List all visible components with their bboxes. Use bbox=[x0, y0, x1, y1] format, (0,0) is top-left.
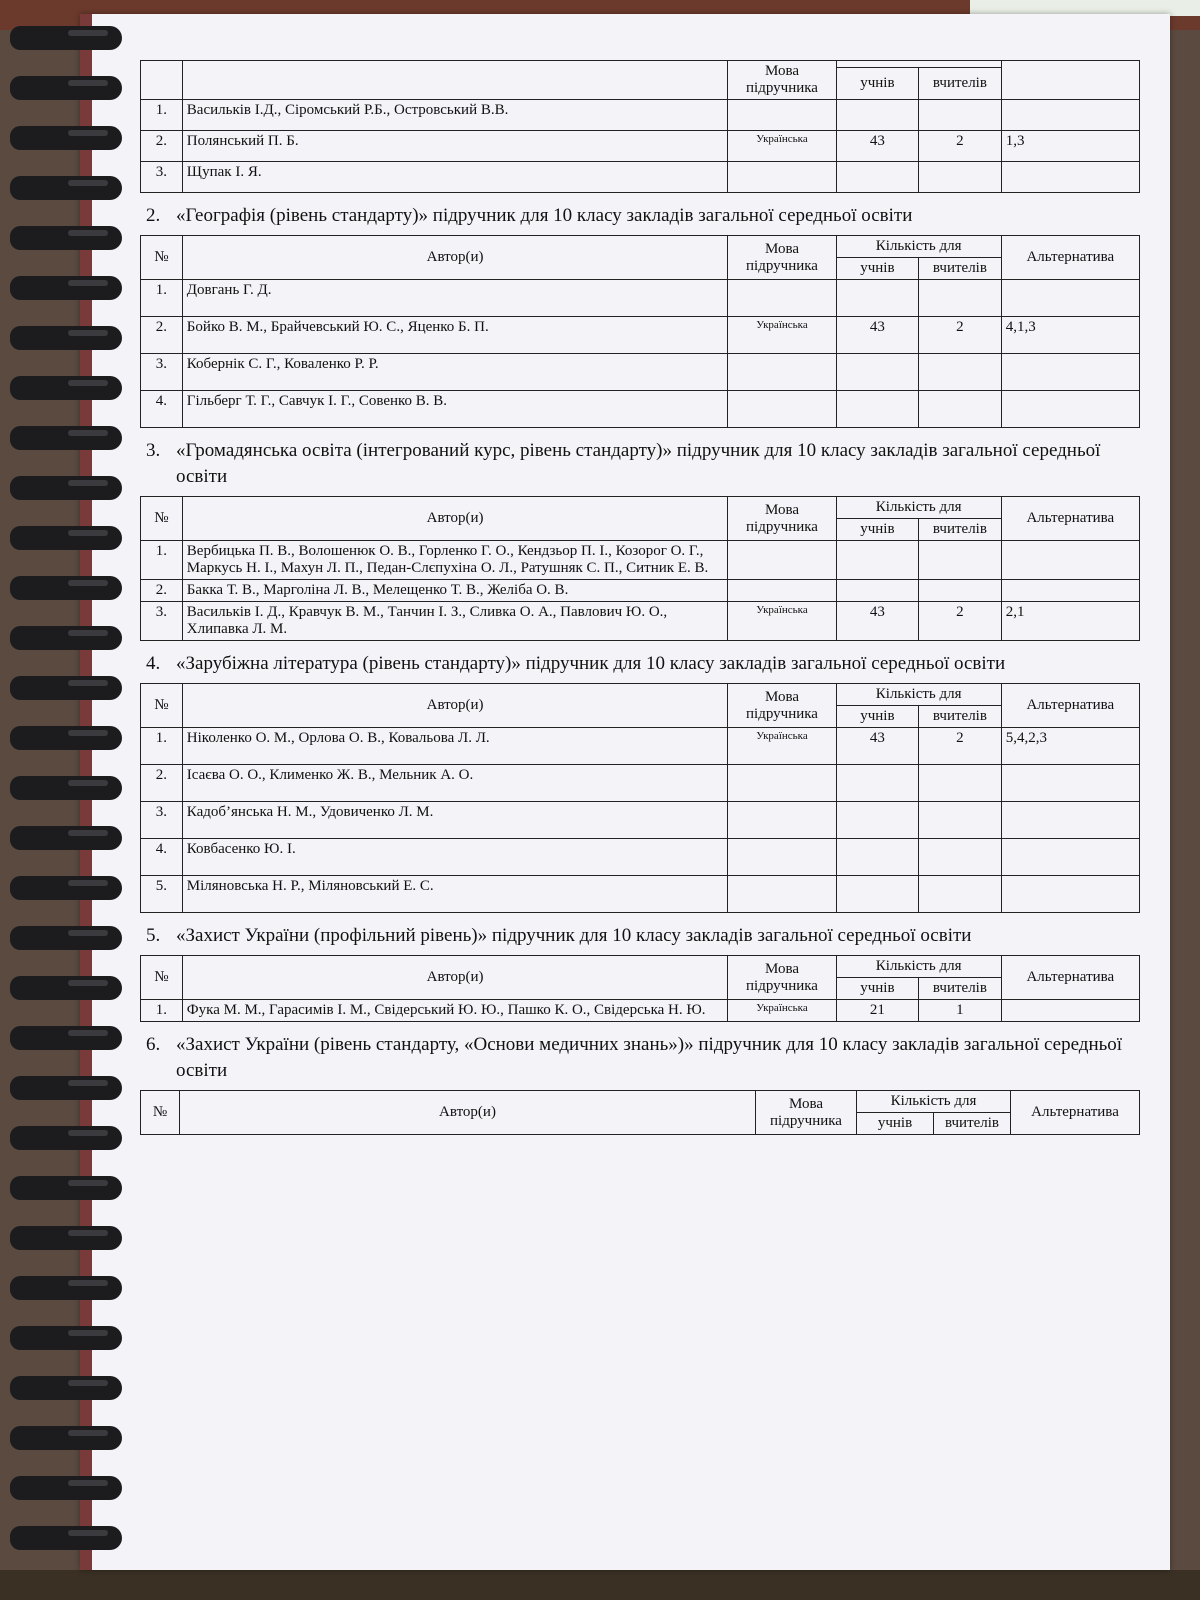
header-num: № bbox=[141, 956, 183, 1000]
row-authors: Міляновська Н. Р., Міляновський Е. С. bbox=[182, 876, 728, 913]
row-students: 21 bbox=[836, 1000, 919, 1022]
row-alternative bbox=[1001, 354, 1139, 391]
spiral-ring bbox=[10, 20, 130, 58]
spiral-binding bbox=[10, 20, 130, 1570]
spiral-ring bbox=[10, 620, 130, 658]
spiral-ring bbox=[10, 1420, 130, 1458]
header-language: Мова підручника bbox=[728, 61, 836, 100]
header-teachers: вчителів bbox=[919, 519, 1002, 541]
document-content bbox=[140, 60, 1140, 1141]
textbook-table bbox=[140, 1090, 1140, 1135]
row-teachers: 2 bbox=[919, 602, 1002, 641]
row-teachers: 2 bbox=[919, 131, 1002, 162]
row-number: 5. bbox=[141, 876, 183, 913]
row-number: 3. bbox=[141, 602, 183, 641]
row-language bbox=[728, 100, 836, 131]
row-language bbox=[728, 802, 836, 839]
row-authors: Вербицька П. В., Волошенюк О. В., Горленко Г. О., Кендзьор П. І., Козорог О. Г., Маркусь Н. І., Махун Л. П., Педан-Слєпухіна О. Л., Ратушняк С. П., Ситник Е. В. bbox=[182, 541, 728, 580]
row-students bbox=[836, 876, 919, 913]
header-num: № bbox=[141, 1091, 180, 1135]
spiral-ring bbox=[10, 170, 130, 208]
row-language bbox=[728, 765, 836, 802]
header-author: Автор(и) bbox=[182, 684, 728, 728]
row-teachers bbox=[919, 839, 1002, 876]
row-authors: Ніколенко О. М., Орлова О. В., Ковальова Л. Л. bbox=[182, 728, 728, 765]
spiral-ring bbox=[10, 1220, 130, 1258]
row-language bbox=[728, 391, 836, 428]
header-alternative: Альтернатива bbox=[1001, 497, 1139, 541]
row-language: Українська bbox=[728, 317, 836, 354]
header-language: Мова підручника bbox=[756, 1091, 857, 1135]
row-alternative bbox=[1001, 765, 1139, 802]
header-author: Автор(и) bbox=[182, 956, 728, 1000]
spiral-ring bbox=[10, 1120, 130, 1158]
row-number: 2. bbox=[141, 580, 183, 602]
row-teachers: 2 bbox=[919, 317, 1002, 354]
section-heading bbox=[140, 651, 1140, 677]
section-title-text: «Географія (рівень стандарту)» підручник для 10 класу закладів загальної середньої освіти bbox=[176, 205, 913, 226]
section-title-text: «Захист України (профільний рівень)» підручник для 10 класу закладів загальної середньої освіти bbox=[176, 925, 972, 946]
header-num: № bbox=[141, 684, 183, 728]
spacer bbox=[140, 641, 1140, 647]
spiral-ring bbox=[10, 520, 130, 558]
table-header-row bbox=[141, 236, 1140, 258]
row-alternative bbox=[1001, 876, 1139, 913]
spacer bbox=[140, 1135, 1140, 1141]
spiral-ring bbox=[10, 1370, 130, 1408]
row-students bbox=[836, 280, 919, 317]
section-title-text: «Зарубіжна література (рівень стандарту)» підручник для 10 класу закладів загальної середньої освіти bbox=[176, 653, 1006, 674]
row-authors: Васильків І. Д., Кравчук В. М., Танчин І. З., Сливка О. А., Павлович Ю. О., Хлипавка Л. М. bbox=[182, 602, 728, 641]
table-row bbox=[141, 802, 1140, 839]
section-number: 3. bbox=[146, 440, 161, 461]
row-alternative bbox=[1001, 541, 1139, 580]
row-authors: Бойко В. М., Брайчевський Ю. С., Яценко Б. П. bbox=[182, 317, 728, 354]
row-language bbox=[728, 280, 836, 317]
row-teachers bbox=[919, 100, 1002, 131]
spiral-ring bbox=[10, 820, 130, 858]
header-teachers: вчителів bbox=[919, 258, 1002, 280]
spiral-ring bbox=[10, 1470, 130, 1508]
row-alternative: 1,3 bbox=[1001, 131, 1139, 162]
row-number: 2. bbox=[141, 131, 183, 162]
row-authors: Ісаєва О. О., Клименко Ж. В., Мельник А. О. bbox=[182, 765, 728, 802]
row-authors: Кобернік С. Г., Коваленко Р. Р. bbox=[182, 354, 728, 391]
spiral-ring bbox=[10, 370, 130, 408]
row-students bbox=[836, 580, 919, 602]
row-teachers bbox=[919, 876, 1002, 913]
row-teachers bbox=[919, 541, 1002, 580]
table-header-row bbox=[141, 61, 1140, 68]
table-row bbox=[141, 728, 1140, 765]
desk-background-bottom bbox=[0, 1570, 1200, 1600]
header-students: учнів bbox=[857, 1113, 934, 1135]
table-row bbox=[141, 280, 1140, 317]
spiral-ring bbox=[10, 1170, 130, 1208]
spacer bbox=[140, 428, 1140, 434]
row-alternative: 5,4,2,3 bbox=[1001, 728, 1139, 765]
row-number: 4. bbox=[141, 839, 183, 876]
section-number: 4. bbox=[146, 653, 161, 674]
header-alternative: Альтернатива bbox=[1001, 684, 1139, 728]
spiral-ring bbox=[10, 1070, 130, 1108]
header-language: Мова підручника bbox=[728, 684, 836, 728]
row-alternative bbox=[1001, 391, 1139, 428]
row-number: 3. bbox=[141, 162, 183, 193]
spiral-ring bbox=[10, 120, 130, 158]
row-alternative bbox=[1001, 1000, 1139, 1022]
header-students: учнів bbox=[836, 68, 919, 100]
spiral-ring bbox=[10, 570, 130, 608]
row-number: 1. bbox=[141, 100, 183, 131]
header-alternative bbox=[1001, 61, 1139, 100]
header-alternative: Альтернатива bbox=[1001, 956, 1139, 1000]
section-heading bbox=[140, 923, 1140, 949]
header-students: учнів bbox=[836, 978, 919, 1000]
section-title-text: «Громадянська освіта (інтегрований курс, рівень стандарту)» підручник для 10 класу закладів загальної середньої освіти bbox=[176, 440, 1101, 487]
row-alternative bbox=[1001, 280, 1139, 317]
row-language: Українська bbox=[728, 728, 836, 765]
section-heading bbox=[140, 438, 1140, 490]
row-language bbox=[728, 162, 836, 193]
header-count-group: Кількість для bbox=[836, 497, 1001, 519]
row-number: 1. bbox=[141, 728, 183, 765]
section-number: 6. bbox=[146, 1034, 161, 1055]
table-header-row bbox=[141, 956, 1140, 978]
row-number: 2. bbox=[141, 765, 183, 802]
table-row bbox=[141, 876, 1140, 913]
row-language bbox=[728, 354, 836, 391]
row-students bbox=[836, 100, 919, 131]
row-students: 43 bbox=[836, 602, 919, 641]
row-students bbox=[836, 765, 919, 802]
table-row bbox=[141, 839, 1140, 876]
row-alternative bbox=[1001, 839, 1139, 876]
spiral-ring bbox=[10, 1270, 130, 1308]
spiral-ring bbox=[10, 870, 130, 908]
spiral-ring bbox=[10, 920, 130, 958]
section-number: 2. bbox=[146, 205, 161, 226]
row-alternative: 4,1,3 bbox=[1001, 317, 1139, 354]
header-language: Мова підручника bbox=[728, 956, 836, 1000]
section-number: 5. bbox=[146, 925, 161, 946]
spacer bbox=[140, 193, 1140, 199]
row-alternative bbox=[1001, 802, 1139, 839]
row-students: 43 bbox=[836, 728, 919, 765]
row-authors: Васильків І.Д., Сіромський Р.Б., Островський В.В. bbox=[182, 100, 728, 131]
header-num: № bbox=[141, 236, 183, 280]
header-author: Автор(и) bbox=[182, 497, 728, 541]
header-teachers: вчителів bbox=[934, 1113, 1011, 1135]
section-heading bbox=[140, 1032, 1140, 1084]
header-count-group bbox=[836, 61, 1001, 68]
textbook-table bbox=[140, 235, 1140, 428]
table-row bbox=[141, 391, 1140, 428]
table-row bbox=[141, 354, 1140, 391]
spiral-ring bbox=[10, 970, 130, 1008]
row-authors: Бакка Т. В., Марголіна Л. В., Мелещенко Т. В., Желіба О. В. bbox=[182, 580, 728, 602]
table-row bbox=[141, 580, 1140, 602]
row-authors: Фука М. М., Гарасимів І. М., Свідерський Ю. Ю., Пашко К. О., Свідерська Н. Ю. bbox=[182, 1000, 728, 1022]
row-authors: Полянський П. Б. bbox=[182, 131, 728, 162]
table-header-row bbox=[141, 497, 1140, 519]
header-alternative: Альтернатива bbox=[1011, 1091, 1140, 1135]
header-teachers: вчителів bbox=[919, 706, 1002, 728]
spacer bbox=[140, 1022, 1140, 1028]
header-author: Автор(и) bbox=[180, 1091, 756, 1135]
row-students bbox=[836, 354, 919, 391]
table-row bbox=[141, 541, 1140, 580]
header-num: № bbox=[141, 497, 183, 541]
header-teachers: вчителів bbox=[919, 978, 1002, 1000]
table-row bbox=[141, 162, 1140, 193]
row-number: 1. bbox=[141, 1000, 183, 1022]
row-authors: Гільберг Т. Г., Савчук І. Г., Совенко В. В. bbox=[182, 391, 728, 428]
spacer bbox=[140, 913, 1140, 919]
row-number: 3. bbox=[141, 802, 183, 839]
row-language: Українська bbox=[728, 602, 836, 641]
table-row bbox=[141, 317, 1140, 354]
row-students: 43 bbox=[836, 317, 919, 354]
row-teachers: 2 bbox=[919, 728, 1002, 765]
row-authors: Ковбасенко Ю. І. bbox=[182, 839, 728, 876]
table-row bbox=[141, 1000, 1140, 1022]
header-count-group: Кількість для bbox=[857, 1091, 1011, 1113]
row-language bbox=[728, 876, 836, 913]
section-title-text: «Захист України (рівень стандарту, «Основи медичних знань»)» підручник для 10 класу закладів загальної середньої освіти bbox=[176, 1034, 1123, 1081]
row-alternative bbox=[1001, 100, 1139, 131]
header-teachers: вчителів bbox=[919, 68, 1002, 100]
row-alternative: 2,1 bbox=[1001, 602, 1139, 641]
row-students: 43 bbox=[836, 131, 919, 162]
header-count-group: Кількість для bbox=[836, 684, 1001, 706]
row-teachers bbox=[919, 391, 1002, 428]
table-header-row bbox=[141, 1091, 1140, 1113]
spiral-ring bbox=[10, 220, 130, 258]
header-students: учнів bbox=[836, 519, 919, 541]
row-teachers bbox=[919, 162, 1002, 193]
spiral-ring bbox=[10, 70, 130, 108]
row-language bbox=[728, 839, 836, 876]
header-count-group: Кількість для bbox=[836, 236, 1001, 258]
row-language bbox=[728, 580, 836, 602]
header-students: учнів bbox=[836, 706, 919, 728]
spiral-ring bbox=[10, 270, 130, 308]
row-language: Українська bbox=[728, 1000, 836, 1022]
spiral-ring bbox=[10, 1520, 130, 1558]
header-language: Мова підручника bbox=[728, 497, 836, 541]
row-authors: Кадоб’янська Н. М., Удовиченко Л. М. bbox=[182, 802, 728, 839]
row-number: 4. bbox=[141, 391, 183, 428]
textbook-table bbox=[140, 60, 1140, 193]
header-alternative: Альтернатива bbox=[1001, 236, 1139, 280]
spiral-ring bbox=[10, 1320, 130, 1358]
row-students bbox=[836, 541, 919, 580]
row-students bbox=[836, 802, 919, 839]
spiral-ring bbox=[10, 670, 130, 708]
row-number: 2. bbox=[141, 317, 183, 354]
row-number: 1. bbox=[141, 541, 183, 580]
row-language: Українська bbox=[728, 131, 836, 162]
row-teachers bbox=[919, 802, 1002, 839]
header-author bbox=[182, 61, 728, 100]
table-row bbox=[141, 100, 1140, 131]
textbook-table bbox=[140, 955, 1140, 1022]
header-num bbox=[141, 61, 183, 100]
row-language bbox=[728, 541, 836, 580]
spiral-ring bbox=[10, 320, 130, 358]
table-header-row bbox=[141, 684, 1140, 706]
row-teachers: 1 bbox=[919, 1000, 1002, 1022]
header-count-group: Кількість для bbox=[836, 956, 1001, 978]
spiral-ring bbox=[10, 1020, 130, 1058]
row-teachers bbox=[919, 765, 1002, 802]
row-teachers bbox=[919, 580, 1002, 602]
table-row bbox=[141, 602, 1140, 641]
row-number: 1. bbox=[141, 280, 183, 317]
row-alternative bbox=[1001, 580, 1139, 602]
header-language: Мова підручника bbox=[728, 236, 836, 280]
section-heading bbox=[140, 203, 1140, 229]
row-students bbox=[836, 162, 919, 193]
spiral-ring bbox=[10, 720, 130, 758]
spiral-ring bbox=[10, 470, 130, 508]
row-number: 3. bbox=[141, 354, 183, 391]
row-authors: Довгань Г. Д. bbox=[182, 280, 728, 317]
row-teachers bbox=[919, 354, 1002, 391]
textbook-table bbox=[140, 683, 1140, 913]
row-students bbox=[836, 391, 919, 428]
textbook-table bbox=[140, 496, 1140, 641]
row-students bbox=[836, 839, 919, 876]
header-author: Автор(и) bbox=[182, 236, 728, 280]
row-authors: Щупак І. Я. bbox=[182, 162, 728, 193]
header-students: учнів bbox=[836, 258, 919, 280]
table-row bbox=[141, 131, 1140, 162]
table-row bbox=[141, 765, 1140, 802]
spiral-ring bbox=[10, 770, 130, 808]
spiral-ring bbox=[10, 420, 130, 458]
row-alternative bbox=[1001, 162, 1139, 193]
row-teachers bbox=[919, 280, 1002, 317]
